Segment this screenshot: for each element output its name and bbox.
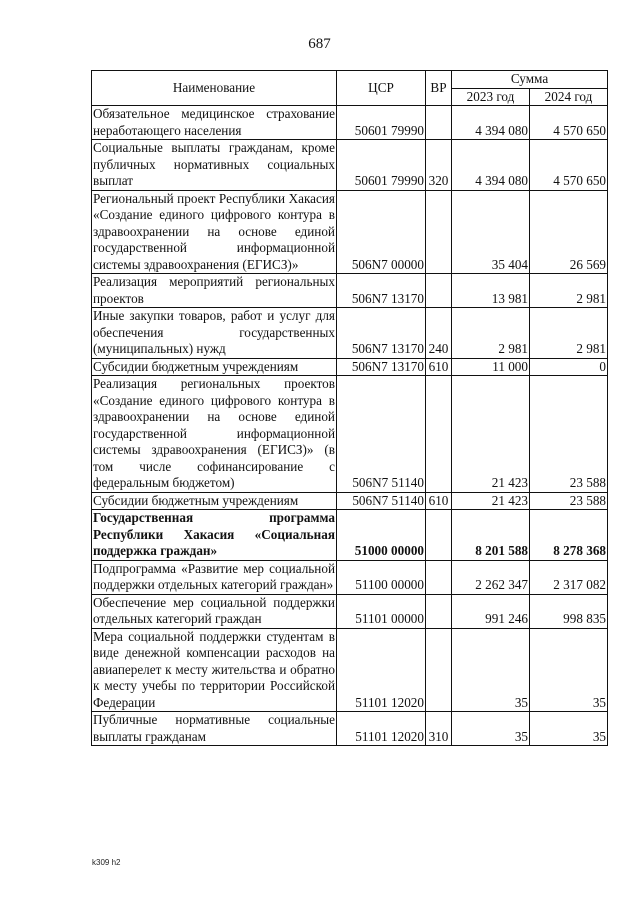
table-row <box>92 190 608 274</box>
row-sum-2024: 35 <box>530 712 608 746</box>
row-csr: 51101 00000 <box>337 594 426 628</box>
row-sum-2023: 35 <box>452 628 530 712</box>
row-csr: 51100 00000 <box>337 560 426 594</box>
row-csr: 51000 00000 <box>337 510 426 561</box>
table-row <box>92 140 608 191</box>
row-sum-2024: 0 <box>530 358 608 376</box>
table-row <box>92 594 608 628</box>
row-vr <box>426 560 452 594</box>
row-vr: 610 <box>426 358 452 376</box>
row-sum-2024: 2 981 <box>530 308 608 359</box>
row-name: Региональный проект Республики Хакасия «Создание единого цифрового контура в здравоохранении на основе единой государственной информационной системы здравоохранения (ЕГИСЗ)» <box>93 190 335 272</box>
row-name: Обязательное медицинское страхование неработающего населения <box>93 106 335 138</box>
row-csr: 506N7 51140 <box>337 492 426 510</box>
row-sum-2023: 2 262 347 <box>452 560 530 594</box>
row-sum-2024: 35 <box>530 628 608 712</box>
row-sum-2023: 11 000 <box>452 358 530 376</box>
row-sum-2023: 4 394 080 <box>452 140 530 191</box>
table-row <box>92 358 608 376</box>
header-vr: ВР <box>426 71 452 106</box>
table-row <box>92 510 608 561</box>
row-vr: 310 <box>426 712 452 746</box>
page-number: 687 <box>308 36 331 52</box>
row-name: Иные закупки товаров, работ и услуг для обеспечения государственных (муниципальных) нужд <box>93 308 335 356</box>
row-sum-2023: 21 423 <box>452 376 530 493</box>
row-csr: 506N7 51140 <box>337 376 426 493</box>
row-sum-2023: 4 394 080 <box>452 106 530 140</box>
row-vr: 240 <box>426 308 452 359</box>
header-sum: Сумма <box>452 71 608 89</box>
row-csr: 51101 12020 <box>337 712 426 746</box>
row-sum-2024: 4 570 650 <box>530 140 608 191</box>
row-vr: 320 <box>426 140 452 191</box>
row-sum-2023: 8 201 588 <box>452 510 530 561</box>
row-sum-2024: 26 569 <box>530 190 608 274</box>
table-row <box>92 492 608 510</box>
row-sum-2023: 35 <box>452 712 530 746</box>
table-row <box>92 628 608 712</box>
row-csr: 506N7 13170 <box>337 358 426 376</box>
table-row <box>92 376 608 493</box>
row-name: Государственная программа Республики Хакасия «Социальная поддержка граждан» <box>93 510 335 558</box>
row-vr <box>426 106 452 140</box>
row-name: Мера социальной поддержки студентам в виде денежной компенсации расходов на авиаперелет к месту жительства и обратно к месту учебы по территории Российской Федерации <box>93 628 335 710</box>
row-csr: 506N7 00000 <box>337 190 426 274</box>
header-name: Наименование <box>92 71 337 106</box>
header-year-2023: 2023 год <box>452 88 530 106</box>
row-sum-2024: 8 278 368 <box>530 510 608 561</box>
row-name: Субсидии бюджетным учреждениям <box>92 492 337 510</box>
row-vr <box>426 628 452 712</box>
row-name: Реализация региональных проектов «Создание единого цифрового контура в здравоохранении на основе единой государственной информационной системы здравоохранения (ЕГИСЗ)» (в том числе софинансирование с федеральным бюджетом) <box>93 376 335 490</box>
header-csr: ЦСР <box>337 71 426 106</box>
row-name: Субсидии бюджетным учреждениям <box>92 358 337 376</box>
row-name: Подпрограмма «Развитие мер социальной поддержки отдельных категорий граждан» <box>93 560 335 592</box>
table-row <box>92 308 608 359</box>
table-row <box>92 560 608 594</box>
table-row <box>92 274 608 308</box>
row-vr <box>426 594 452 628</box>
footer-code: k309 h2 <box>92 858 121 867</box>
table-row <box>92 712 608 746</box>
row-name: Публичные нормативные социальные выплаты гражданам <box>93 712 335 744</box>
row-sum-2024: 998 835 <box>530 594 608 628</box>
header-year-2024: 2024 год <box>530 88 608 106</box>
row-sum-2023: 35 404 <box>452 190 530 274</box>
row-vr <box>426 510 452 561</box>
row-sum-2023: 13 981 <box>452 274 530 308</box>
row-csr: 51101 12020 <box>337 628 426 712</box>
row-name: Социальные выплаты гражданам, кроме публичных нормативных социальных выплат <box>93 140 335 188</box>
row-vr <box>426 376 452 493</box>
row-sum-2024: 2 317 082 <box>530 560 608 594</box>
row-sum-2024: 23 588 <box>530 376 608 493</box>
row-sum-2023: 21 423 <box>452 492 530 510</box>
table-row <box>92 106 608 140</box>
row-csr: 506N7 13170 <box>337 274 426 308</box>
row-vr: 610 <box>426 492 452 510</box>
row-vr <box>426 190 452 274</box>
row-csr: 50601 79990 <box>337 106 426 140</box>
row-name: Реализация мероприятий региональных проектов <box>93 274 335 306</box>
row-sum-2024: 2 981 <box>530 274 608 308</box>
row-sum-2023: 991 246 <box>452 594 530 628</box>
row-vr <box>426 274 452 308</box>
row-sum-2024: 4 570 650 <box>530 106 608 140</box>
budget-table <box>91 70 608 746</box>
row-csr: 506N7 13170 <box>337 308 426 359</box>
row-csr: 50601 79990 <box>337 140 426 191</box>
row-sum-2023: 2 981 <box>452 308 530 359</box>
row-sum-2024: 23 588 <box>530 492 608 510</box>
row-name: Обеспечение мер социальной поддержки отдельных категорий граждан <box>93 594 335 626</box>
